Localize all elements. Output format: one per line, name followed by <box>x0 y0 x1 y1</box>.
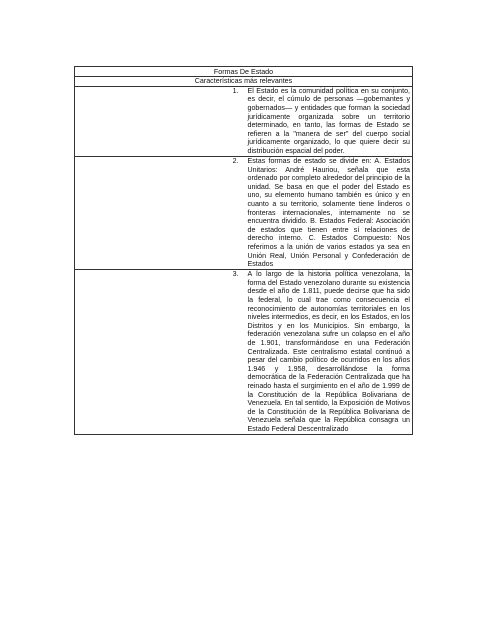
row-number: 1. <box>75 86 244 156</box>
table-title: Formas De Estado <box>75 67 413 77</box>
table-row <box>75 157 413 270</box>
formas-de-estado-table <box>74 66 413 435</box>
row-text: El Estado es la comunidad política en su conjunto, es decir, el cúmulo de personas —gobernantes y gobernados— y entidades que forman la sociedad jurídicamente organizada sobre un territorio determinado, en tanto, las formas de Estado se refieren a la "manera de ser" del cuerpo social jurídicamente organizado, lo que quiere decir su distribución espacial del poder. <box>244 86 413 156</box>
table-row <box>75 270 413 435</box>
row-number: 2. <box>75 157 244 270</box>
table-subtitle: Características más relevantes <box>75 76 413 86</box>
table-subtitle-row <box>75 76 413 86</box>
table-row <box>75 86 413 156</box>
row-text: A lo largo de la historia política venezolana, la forma del Estado venezolano durante su existencia desde el año de 1.811, puede decirse que ha sido la federal, lo cual trae como consecuencia el reconocimiento de autonomías territoriales en los niveles intermedios, es decir, en los Estados, en los Distritos y en los Municipios. Sin embargo, la federación venezolana sufre un colapso en el año de 1.901, transformándose en una Federación Centralizada. Este centralismo estatal continuó a pesar del cambio político de ocurridos en los años 1.946 y 1.958, desarrollándose la forma democrática de la Federación Centralizada que ha reinado hasta el surgimiento en el año de 1.999 de la Constitución de la República Bolivariana de Venezuela. En tal sentido, la Exposición de Motivos de la Constitución de la República Bolivariana de Venezuela señala que la República consagra un Estado Federal Descentralizado <box>244 270 413 435</box>
table-title-row <box>75 67 413 77</box>
row-number: 3. <box>75 270 244 435</box>
row-text: Estas formas de estado se divide en: A. Estados Unitarios: André Hauriou, señala que esta ordenado por completo alrededor del principio de la unidad. Se basa en que el poder del Estado es uno, su elemento humano también es único y en cuanto a su territorio, solamente tiene linderos o fronteras internacionales, internamente no se encuentra dividido. B. Estados Federal: Asociación de estados que tienen entre sí relaciones de derecho interno. C. Estados Compuesto: Nos referimos a la unión de varios estados ya sea en Unión Real, Unión Personal y Confederación de Estados <box>244 157 413 270</box>
